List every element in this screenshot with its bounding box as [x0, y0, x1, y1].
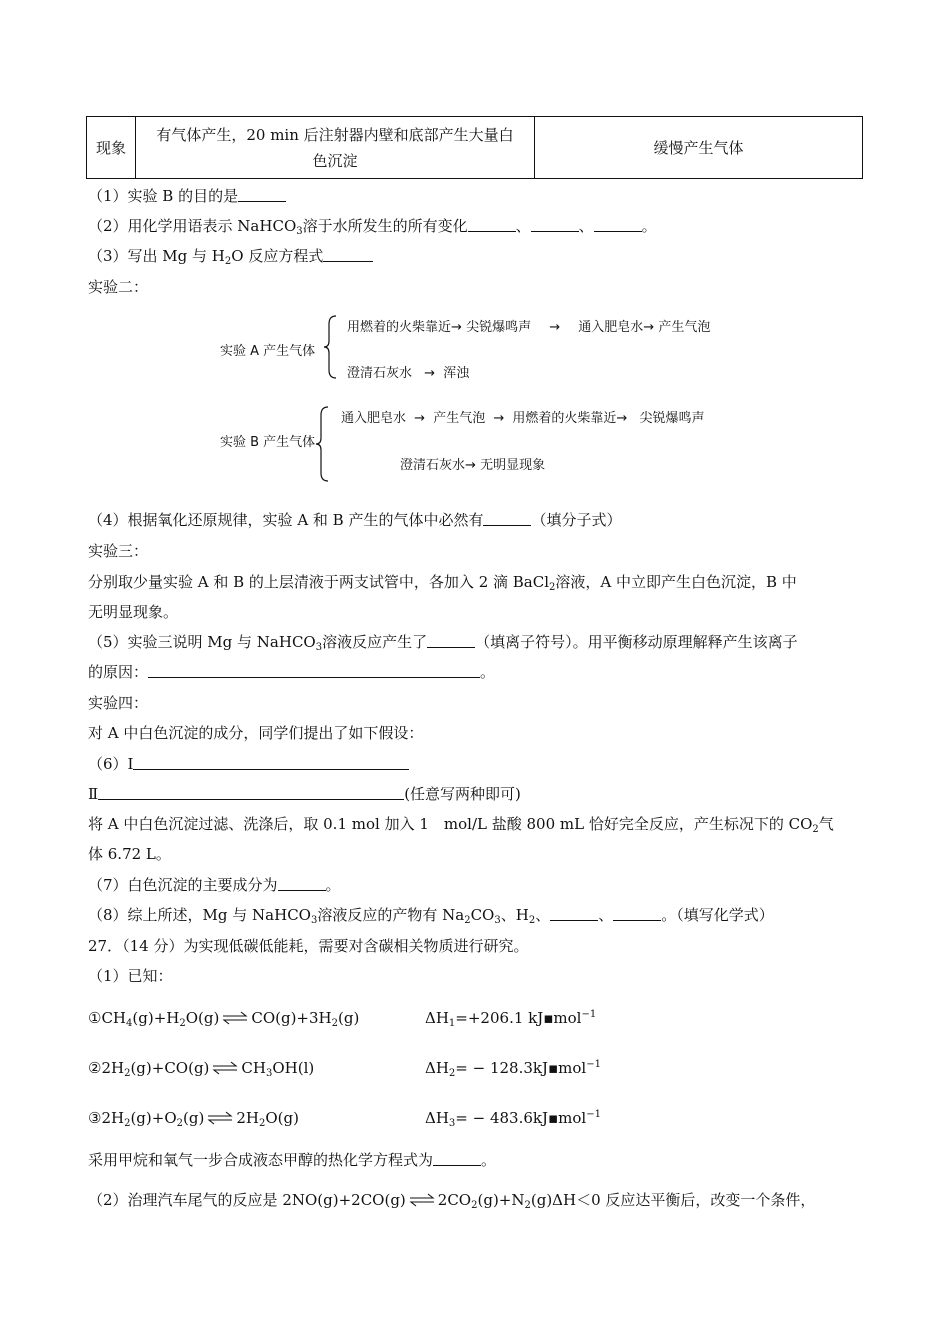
question-5 [88, 632, 798, 652]
q3-text-b: O 反应方程式 [231, 247, 324, 265]
q5-text-d: 的原因： [88, 663, 149, 681]
answer-blank [594, 216, 642, 232]
question-8 [88, 905, 774, 925]
eq-lhs: $CH_4(g)+H_2O(g)$ [101, 1009, 220, 1029]
flow-a-brace [322, 314, 338, 380]
delta-h-2: $\Delta H_2=$ − 128.3kJ▪mol$^{-1}$ [425, 1059, 601, 1079]
q4-tail: （填分子式） [531, 511, 622, 529]
table-row [87, 117, 863, 179]
question-6-ii [88, 784, 521, 804]
flow-b-top [341, 407, 704, 426]
question-7 [88, 875, 341, 895]
q2-text-a: （2）用化学用语表示 NaHCO [88, 217, 297, 235]
flow-step: 产生气泡 [658, 320, 711, 335]
subscript: 2 [549, 582, 556, 593]
separator: 、 [578, 217, 594, 235]
experiment-3-line1 [88, 572, 797, 592]
q6-text-a: （6）Ⅰ [88, 755, 134, 773]
equilibrium-arrow-icon [222, 1011, 248, 1025]
subscript: 2 [471, 1200, 478, 1211]
question-4 [88, 510, 622, 530]
subscript: 3 [315, 642, 323, 653]
flow-a-bottom [347, 362, 469, 381]
answer-blank [98, 784, 404, 800]
q27-2-text-b: 2CO [437, 1191, 472, 1209]
question-27-part1: （1）已知： [88, 967, 173, 985]
q5-text-a: （5）实验三说明 Mg 与 NaHCO [88, 633, 316, 651]
observation-table [86, 116, 863, 179]
arrow-icon: → [414, 411, 426, 426]
answer-blank [550, 905, 598, 921]
flow-step: 通入肥皂水 [341, 411, 407, 426]
subscript: 3 [494, 915, 501, 926]
answer-blank [427, 632, 475, 648]
separator: 、 [598, 906, 614, 924]
experiment-4-intro: 对 A 中白色沉淀的成分，同学们提出了如下假设： [88, 724, 424, 742]
flow-step: 澄清石灰水 [400, 458, 466, 473]
flow-a-top [347, 316, 710, 335]
flow-step: 用燃着的火柴靠近 [347, 320, 452, 335]
cell-a-line1: 有气体产生，20 min 后注射器内壁和底部产生大量白 [156, 125, 514, 144]
arrow-icon: → [616, 411, 628, 426]
period: 。 [325, 876, 341, 894]
q7-text: （7）白色沉淀的主要成分为 [88, 876, 278, 894]
eq-rhs: $CO(g)+3H_2(g)$ [251, 1009, 360, 1029]
paragraph-line2: 体 6.72 L。 [88, 845, 171, 863]
subscript: 2 [812, 824, 819, 835]
flow-step: 浑浊 [443, 366, 470, 381]
answer-blank [133, 754, 409, 770]
subscript: 3 [296, 226, 303, 237]
q6-text-b: Ⅱ [88, 785, 99, 803]
eq-number: ② [88, 1059, 102, 1077]
experiment-4-title: 实验四： [88, 694, 149, 712]
q6-tail: (任意写两种即可) [404, 785, 521, 803]
flow-b-brace [314, 405, 330, 483]
question-1 [88, 186, 286, 206]
flow-step: 通入肥皂水 [578, 320, 644, 335]
answer-blank [531, 216, 579, 232]
equation-3 [88, 1108, 299, 1128]
answer-blank [323, 246, 373, 262]
question-3 [88, 246, 373, 266]
q5-text-b: 溶液反应产生了 [322, 633, 428, 651]
para-text-a: 将 A 中白色沉淀过滤、洗涤后，取 0.1 mol 加入 1 mol/L 盐酸 800 mL 恰好完全反应，产生标况下的 CO [88, 815, 813, 833]
q27-2-text-a: （2）治理汽车尾气的反应是 2NO(g)+2CO(g) [88, 1191, 406, 1209]
experiment-3-line2: 无明显现象。 [88, 603, 179, 621]
equilibrium-arrow-icon [207, 1111, 233, 1125]
answer-blank [433, 1150, 481, 1166]
flow-step: 无明显现象 [480, 458, 546, 473]
q27-2-text-d: (g)ΔH＜0 反应达平衡后，改变一个条件， [530, 1191, 816, 1209]
q8-text-c: CO [470, 906, 495, 924]
arrow-icon: → [424, 366, 436, 381]
subscript: 2 [224, 256, 232, 267]
eq-lhs: $2H_2(g)+CO(g)$ [101, 1059, 210, 1079]
cell-experiment-a [136, 117, 535, 179]
subscript: 2 [528, 915, 536, 926]
arrow-icon: → [549, 320, 561, 335]
question-1-text: （1）实验 B 的目的是 [88, 187, 239, 205]
experiment-3-title: 实验三： [88, 542, 149, 560]
eq-lhs: $2H_2(g)+O_2(g)$ [101, 1109, 205, 1129]
row-label: 现象 [87, 117, 136, 179]
flow-step: 产生气泡 [433, 411, 486, 426]
question-2 [88, 216, 657, 236]
q5-text-c: （填离子符号）。用平衡移动原理解释产生该离子 [475, 633, 798, 651]
q8-text-d: 、H [500, 906, 529, 924]
answer-blank [148, 662, 480, 678]
question-6-i [88, 754, 409, 774]
period: 。 [480, 663, 496, 681]
answer-blank [613, 905, 661, 921]
eq-rhs: $2H_2O(g)$ [236, 1109, 299, 1129]
paragraph-line1 [88, 814, 834, 834]
flow-step: 尖锐爆鸣声 [639, 411, 705, 426]
para-text-b: 气 [818, 815, 834, 833]
eq-number: ③ [88, 1109, 102, 1127]
answer-blank [238, 186, 286, 202]
exp3-text-a: 分别取少量实验 A 和 B 的上层清液于两支试管中，各加入 2 滴 BaCl [88, 573, 550, 591]
q2-text-b: 溶于水所发生的所有变化 [302, 217, 468, 235]
question-27-part2 [88, 1190, 815, 1210]
cell-experiment-b: 缓慢产生气体 [535, 117, 863, 179]
q8-text-a: （8）综上所述，Mg 与 NaHCO [88, 906, 311, 924]
q8-text-e: 、 [535, 906, 551, 924]
separator: 、 [515, 217, 531, 235]
question-27-part1b [88, 1150, 496, 1170]
period: 。 [481, 1151, 497, 1169]
flow-b-bottom [400, 454, 545, 473]
arrow-icon: → [465, 458, 476, 473]
delta-h-3: $\Delta H_3=$ − 483.6kJ▪mol$^{-1}$ [425, 1109, 601, 1129]
q27-2-text-c: (g)+N [477, 1191, 525, 1209]
flow-step: 用燃着的火柴靠近 [512, 411, 617, 426]
arrow-icon: → [643, 320, 655, 335]
subscript: 2 [464, 915, 471, 926]
question-27-title: 27．（14 分）为实现低碳低能耗，需要对含碳相关物质进行研究。 [88, 937, 529, 955]
q3-text-a: （3）写出 Mg 与 H [88, 247, 225, 265]
flow-step: 澄清石灰水 [347, 366, 413, 381]
equation-2 [88, 1058, 314, 1078]
subscript: 2 [524, 1200, 531, 1211]
flow-a-label: 实验 A 产生气体 [220, 344, 316, 359]
eq-number: ① [88, 1009, 102, 1027]
q8-tail: 。（填写化学式） [661, 906, 774, 924]
question-5-line2 [88, 662, 495, 682]
exp3-text-b: 溶液，A 中立即产生白色沉淀，B 中 [555, 573, 797, 591]
flow-b-label: 实验 B 产生气体 [220, 435, 316, 450]
equation-1 [88, 1008, 359, 1028]
arrow-icon: → [451, 320, 462, 335]
subscript: 3 [310, 915, 318, 926]
q8-text-b: 溶液反应的产物有 Na [317, 906, 465, 924]
experiment-2-title: 实验二： [88, 278, 149, 296]
cell-a-line2: 色沉淀 [312, 151, 358, 170]
answer-blank [278, 875, 326, 891]
eq-rhs: $CH_3OH(l)$ [241, 1059, 315, 1079]
flow-step: 尖锐爆鸣声 [466, 320, 532, 335]
q27-1b-text: 采用甲烷和氧气一步合成液态甲醇的热化学方程式为 [88, 1151, 434, 1169]
period: 。 [641, 217, 657, 235]
answer-blank [483, 510, 531, 526]
answer-blank [468, 216, 516, 232]
equilibrium-arrow-icon [409, 1193, 435, 1207]
equilibrium-arrow-icon [212, 1061, 238, 1075]
arrow-icon: → [493, 411, 505, 426]
q4-text: （4）根据氧化还原规律，实验 A 和 B 产生的气体中必然有 [88, 511, 484, 529]
delta-h-1: $\Delta H_1=+206.1$ kJ▪mol$^{-1}$ [425, 1009, 597, 1029]
